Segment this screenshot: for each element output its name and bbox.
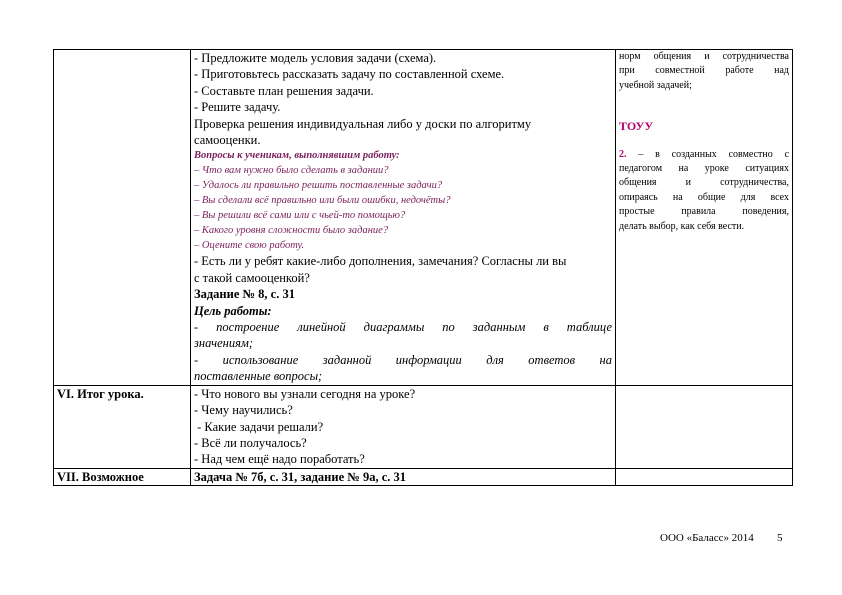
question-item: – Удалось ли правильно решить поставленные задачи? (194, 180, 443, 192)
goal-item-cont: значениям; (194, 336, 254, 351)
text-line: - Над чем ещё надо поработать? (194, 452, 365, 467)
goal-item-cont: поставленные вопросы; (194, 369, 323, 384)
question-item: – Вы сделали всё правильно или были ошибки, недочёты? (194, 195, 451, 207)
goal-item: - использование заданной информации для ответов на (194, 352, 612, 367)
question-item: – Какого уровня сложности было задание? (194, 225, 389, 237)
goal-heading: Цель работы: (194, 303, 272, 318)
competency-cell (616, 385, 793, 468)
text-line: - Составьте план решения задачи. (194, 83, 374, 98)
question-item: – Что вам нужно было сделать в задании? (194, 165, 389, 177)
competency-line: опираясь на общие для всех (619, 191, 789, 203)
content-cell (191, 50, 616, 386)
question-item: – Оцените свою работу. (194, 240, 305, 252)
competency-line: педагогом на уроке ситуациях (619, 163, 789, 175)
questions-heading: Вопросы к ученикам, выполнявшим работу: (194, 150, 400, 162)
homework-text: Задача № 7б, с. 31, задание № 9а, с. 31 (194, 469, 406, 484)
competency-text: – в созданных совместно с (638, 148, 790, 160)
toyy-heading: ТОУУ (619, 119, 654, 134)
competency-line: при совместной работе над (619, 65, 789, 77)
footer-publisher: ООО «Баласс» 2014 (660, 532, 754, 544)
content-cell (191, 468, 616, 485)
question-item: – Вы решили всё сами или с чьей-то помощью? (194, 210, 406, 222)
page-number: 5 (777, 532, 783, 544)
stage-cell (54, 385, 191, 468)
text-line: Проверка решения индивидуальная либо у доски по алгоритму (194, 116, 532, 131)
text-line: с такой самооценкой? (194, 270, 310, 285)
text-line: - Решите задачу. (194, 100, 281, 115)
text-line: - Предложите модель условия задачи (схема). (194, 51, 437, 65)
stage-title: VII. Возможное (57, 469, 144, 484)
stage-title: VI. Итог урока. (57, 386, 144, 401)
table-row (54, 385, 793, 468)
point-number: 2. (619, 148, 627, 160)
text-line: самооценки. (194, 133, 261, 148)
competency-line (619, 148, 789, 162)
text-line: - Что нового вы узнали сегодня на уроке? (194, 386, 416, 401)
content-cell (191, 385, 616, 468)
stage-cell (54, 468, 191, 485)
competency-line: простые правила поведения, (619, 206, 789, 218)
text-line: - Есть ли у ребят какие-либо дополнения, замечания? Согласны ли вы (194, 254, 567, 269)
table-row (54, 468, 793, 485)
stage-cell (54, 50, 191, 386)
lesson-table (53, 49, 793, 486)
competency-cell (616, 50, 793, 386)
table-row (54, 50, 793, 386)
goal-item: - построение линейной диаграммы по заданным в таблице (194, 320, 612, 335)
competency-line: учебной задачей; (619, 79, 692, 91)
text-line: - Какие задачи решали? (194, 419, 324, 434)
competency-line: норм общения и сотрудничества (619, 51, 789, 62)
competency-line: делать выбор, как себя вести. (619, 220, 745, 232)
text-line: - Чему научились? (194, 403, 293, 418)
competency-line: общения и сотрудничества, (619, 177, 789, 189)
task-heading: Задание № 8, с. 31 (194, 287, 295, 302)
text-line: - Всё ли получалось? (194, 435, 307, 450)
competency-cell (616, 468, 793, 485)
text-line: - Приготовьтесь рассказать задачу по составленной схеме. (194, 67, 505, 82)
